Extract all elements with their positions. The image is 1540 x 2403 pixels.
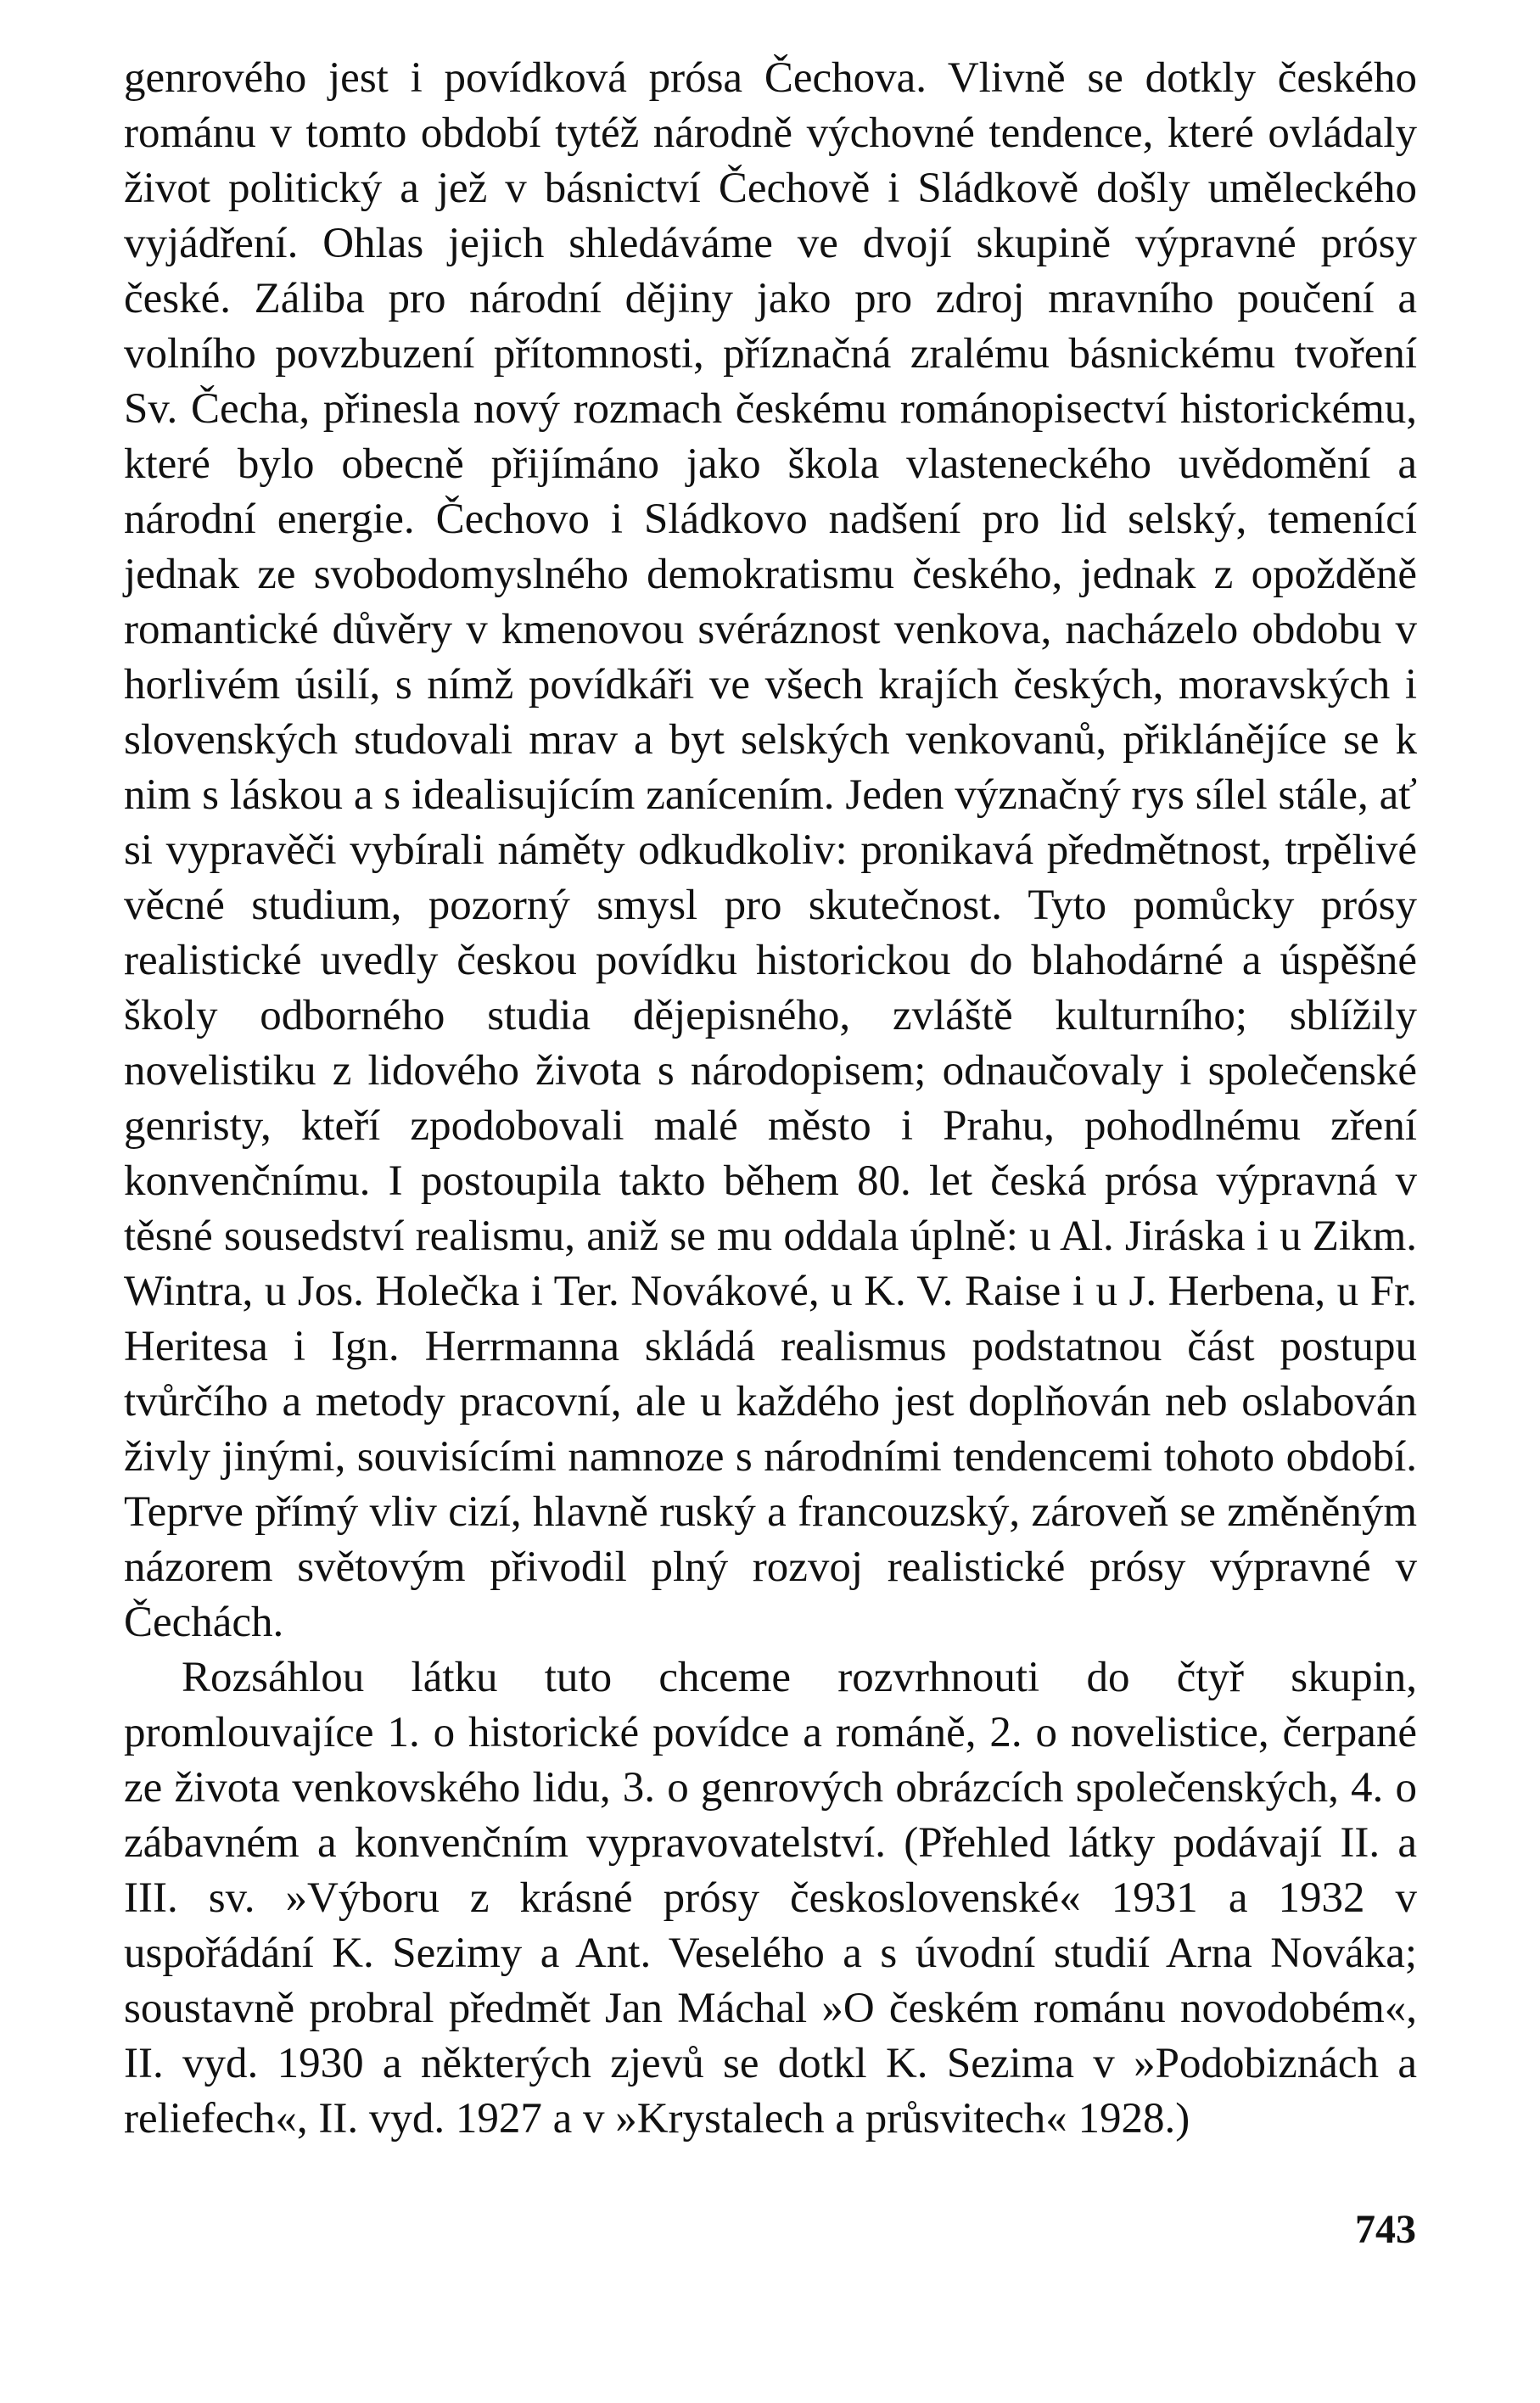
page-body — [124, 51, 1417, 2147]
paragraph-2: Rozsáhlou látku tuto chceme rozvrhnouti do čtyř skupin, promlouvajíce 1. o historické povídce a románě, 2. o novelistice, čerpané ze života venkovského lidu, 3. o genrových obrázcích společenských, 4. o zábavném a konvenčním vypravovatelství. (Přehled látky podávají II. a III. sv. »Výboru z krásné prósy československé« 1931 a 1932 v uspořádání K. Sezimy a Ant. Veselého a s úvodní studií Arna Nováka; soustavně probral předmět Jan Máchal »O českém románu novodobém«, II. vyd. 1930 a některých zjevů se dotkl K. Sezima v »Podobiznách a reliefech«, II. vyd. 1927 a v »Krystalech a průsvitech« 1928.) — [124, 1654, 1417, 2143]
paragraph-1: genrového jest i povídková prósa Čechova. Vlivně se dotkly českého románu v tomto období tytéž národně výchovné tendence, které ovládaly život politický a jež v básnictví Čechově i Sládkově došly uměleckého vyjádření. Ohlas jejich shledáváme ve dvojí skupině výpravné prósy české. Záliba pro národní dějiny jako pro zdroj mravního poučení a volního povzbuzení přítomnosti, příznačná zralému básnickému tvoření Sv. Čecha, přinesla nový rozmach českému románopisectví historickému, které bylo obecně přijímáno jako škola vlasteneckého uvědomění a národní energie. Čechovo i Sládkovo nadšení pro lid selský, temenící jednak ze svobodomyslného demokratismu českého, jednak z opožděně romantické důvěry v kmenovou svéráznost venkova, nacházelo obdobu v horlivém úsilí, s nímž povídkáři ve všech krajích českých, moravských i slovenských studovali mrav a byt selských venkovanů, přiklánějíce se k nim s láskou a s idealisujícím zanícením. Jeden význačný rys sílel stále, ať si vypravěči vybírali náměty odkudkoliv: pronikavá předmětnost, trpělivé věcné studium, pozorný smysl pro skutečnost. Tyto pomůcky prósy realistické uvedly českou povídku historickou do blahodárné a úspěšné školy odborného studia dějepisného, zvláště kulturního; sblížily novelistiku z lidového života s národopisem; odnaučovaly i společenské genristy, kteří zpodobovali malé město i Prahu, pohodlnému zření konvenčnímu. I postoupila takto během 80. let česká prósa výpravná v těsné sousedství realismu, aniž se mu oddala úplně: u Al. Jiráska i u Zikm. Wintra, u Jos. Holečka i Ter. Novákové, u K. V. Raise i u J. Herbena, u Fr. Heritesa i Ign. Herrmanna skládá realismus podstatnou část postupu tvůrčího a metody pracovní, ale u každého jest doplňován neb oslabován živly jinými, souvisícími namnoze s národními tendencemi tohoto období. Teprve přímý vliv cizí, hlavně ruský a francouzský, zároveň se změněným názorem světovým přivodil plný rozvoj realistické prósy výpravné v Čechách. — [124, 54, 1417, 1646]
page-number: 743 — [1355, 2207, 1416, 2252]
